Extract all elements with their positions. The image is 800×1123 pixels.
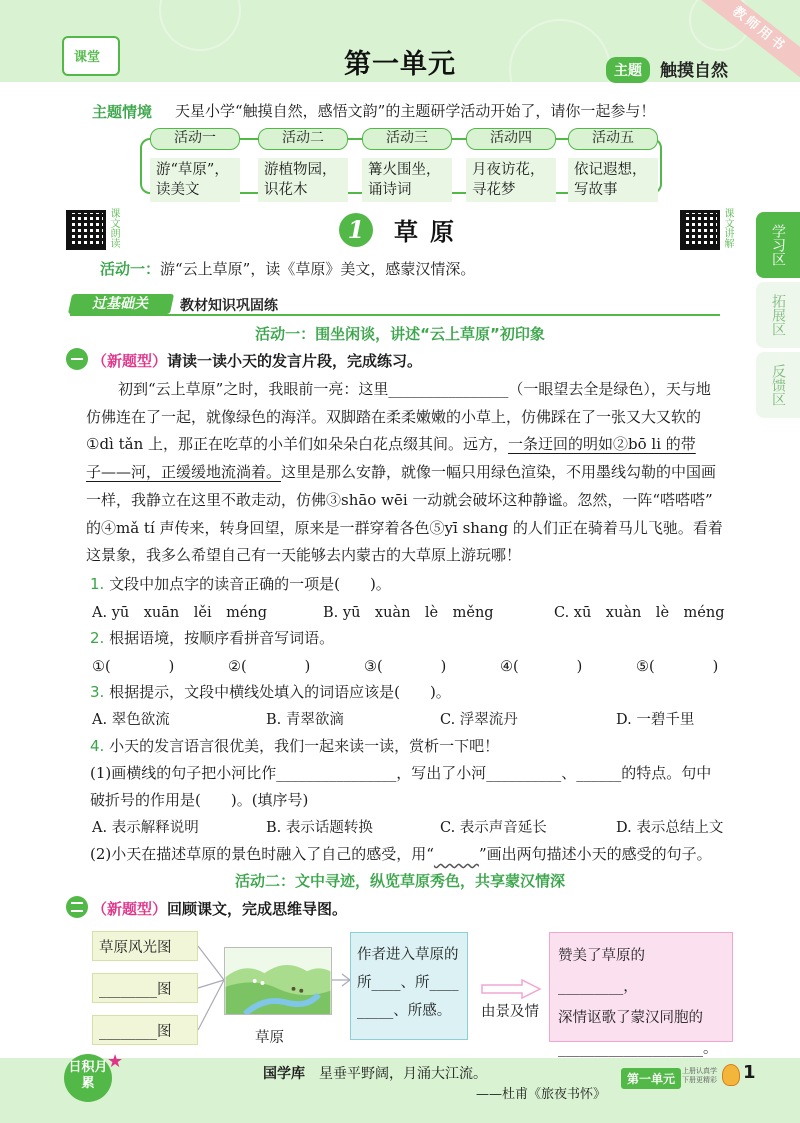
right-arrow-icon xyxy=(480,979,542,999)
q1-item-4-sub1: (1)画横线的句子把小河比作________________，写出了小河__________、______的特点。句中 xyxy=(90,764,712,782)
theme-name: 触摸自然 xyxy=(660,61,728,81)
activity-card: 活动二 游植物园， 识花木 xyxy=(258,128,348,202)
activity-card: 活动五 依记遐想， 写故事 xyxy=(568,128,658,202)
pinyin-blank[interactable]: ①( ) xyxy=(92,659,175,675)
star-icon: ★ xyxy=(107,1051,124,1072)
q1-item-4: 4. 小天的发言语言很优美，我们一起来读一读，赏析一下吧！ xyxy=(90,737,500,755)
pinyin-blank[interactable]: ②( ) xyxy=(228,659,311,675)
qr-code-reading[interactable] xyxy=(66,210,106,250)
activity-card: 活动一 游“草原”， 读美文 xyxy=(150,128,240,202)
footer-quote-author: ——杜甫《旅夜书怀》 xyxy=(476,1087,607,1102)
scene-text: 天星小学“触摸自然，感悟文韵”的主题研学活动开始了，请你一起参与！ xyxy=(175,102,656,120)
pinyin-blank[interactable]: ④( ) xyxy=(500,659,583,675)
mindmap-box-scenery: 草原风光图 xyxy=(92,931,198,961)
pinyin-blank[interactable]: ⑤( ) xyxy=(636,659,719,675)
daily-accumulation-badge: 日积月累 xyxy=(64,1054,112,1102)
brand-logo: 课堂 xyxy=(62,36,120,76)
q1-item-1-option-c[interactable]: C. xū xuàn lè méng xyxy=(554,605,725,621)
q1-item-4-sub1-cont: 破折号的作用是( )。(填序号) xyxy=(90,791,309,809)
q1-item-3: 3. 根据提示，文段中横线处填入的词语应该是( )。 xyxy=(90,683,451,701)
q1-item-4-option-a[interactable]: A. 表示解释说明 xyxy=(92,820,199,836)
question-two-icon xyxy=(66,896,88,918)
question-one-icon xyxy=(66,348,88,370)
q1-item-3-option-b[interactable]: B. 青翠欲滴 xyxy=(266,712,344,728)
scene-label: 主题情境 xyxy=(92,103,153,121)
q1-item-1-option-b[interactable]: B. yū xuàn lè měng xyxy=(323,605,494,621)
teacher-edition-ribbon: 教师用书 xyxy=(693,0,800,86)
mindmap-box-blank[interactable]: ________图 xyxy=(92,1015,198,1045)
mascot-icon xyxy=(722,1064,740,1086)
mindmap-praise-box[interactable]: 赞美了草原的_________， 深情讴歌了蒙汉同胞的 ____________________。 xyxy=(549,932,733,1042)
footer-mini-text: 上册认真学 下册更精彩 xyxy=(682,1067,717,1084)
tab-study-zone[interactable]: 学习区 xyxy=(756,212,800,278)
lesson-activity-intro: 活动一：游“云上草原”，读《草原》美文，感蒙汉情深。 xyxy=(100,260,476,278)
picture-caption: 草原 xyxy=(255,1030,284,1046)
mindmap-box-blank[interactable]: ________图 xyxy=(92,973,198,1003)
q1-item-1: 1. 文段中加点字的读音正确的一项是( )。 xyxy=(90,575,391,593)
theme-tag: 主题 xyxy=(606,57,650,83)
q1-item-3-option-c[interactable]: C. 浮翠流丹 xyxy=(440,712,518,728)
question-one-title: （新题型）请读一读小天的发言片段，完成练习。 xyxy=(92,352,423,370)
q1-item-4-option-b[interactable]: B. 表示话题转换 xyxy=(266,820,373,836)
part1-heading: 活动一：围坐闲谈，讲述“云上草原”初印象 xyxy=(255,325,545,343)
unit-title: 第一单元 xyxy=(344,49,456,80)
side-tabs xyxy=(756,212,800,422)
footer-unit-tag: 第一单元 xyxy=(621,1068,681,1089)
section-badge: 过基础关 xyxy=(68,294,174,314)
q1-item-3-option-d[interactable]: D. 一碧千里 xyxy=(616,712,695,728)
question-two-title: （新题型）回顾课文，完成思维导图。 xyxy=(92,900,348,918)
page-number: 1 xyxy=(743,1062,756,1083)
q1-item-2: 2. 根据语境，按顺序看拼音写词语。 xyxy=(90,629,335,647)
activity-card: 活动四 月夜访花， 寻花梦 xyxy=(466,128,556,202)
tab-feedback-zone[interactable]: 反馈区 xyxy=(756,352,800,418)
lesson-number: 1 xyxy=(339,213,373,247)
speech-passage: 初到“云上草原”之时，我眼前一亮：这里________________（一眼望去全是绿色），天与地 仿佛连在了一起，就像绿色的海洋。双脚踏在柔柔嫩嫩的小草上，仿佛踩在了一张又大又软的 ①dì tǎn 上，那正在吃草的小羊们如朵朵白花点缀其间。远方，一条迂回的明如②bō li 的带 子——河，正缓缓地流淌着。这里是那么安静，就像一幅只用绿色渲染，不用墨线勾勒的中国画 一样，我静立在这里不敢走动，仿佛③shāo wēi 一动就会破坏这种静谧。忽然，一阵“嗒嗒嗒” 的④mǎ tí 声传来，转身回望，原来是一群穿着各色⑤yī shang 的人们正在骑着马儿飞驰。看着 这景象，我多么希望自己有一天能够去内蒙古的大草原上游玩哪！ xyxy=(86,380,723,565)
qr-code-lecture[interactable] xyxy=(680,210,720,250)
mindmap-author-box[interactable]: 作者进入草原的 所____、所____ _____、所感。 xyxy=(350,932,468,1040)
qr-note-reading: 课文朗读 xyxy=(108,208,119,248)
activity-card: 活动三 篝火围坐， 诵诗词 xyxy=(362,128,452,202)
grassland-picture xyxy=(224,947,332,1015)
footer-quote: 国学库 星垂平野阔，月涌大江流。 xyxy=(263,1066,487,1082)
q1-item-4-sub2: (2)小天在描述草原的景色时融入了自己的感受，用“ ”画出两句描述小天的感受的句子。 xyxy=(90,845,712,863)
q1-item-1-option-a[interactable]: A. yū xuān lěi méng xyxy=(92,605,268,621)
tab-extension-zone[interactable]: 拓展区 xyxy=(756,282,800,348)
q1-item-3-option-a[interactable]: A. 翠色欲流 xyxy=(92,712,170,728)
q1-item-4-option-d[interactable]: D. 表示总结上文 xyxy=(616,820,724,836)
part2-heading: 活动二：文中寻迹，纵览草原秀色，共享蒙汉情深 xyxy=(234,872,565,890)
arrow-label: 由景及情 xyxy=(481,1004,539,1020)
pinyin-blank[interactable]: ③( ) xyxy=(364,659,447,675)
q1-item-4-option-c[interactable]: C. 表示声音延长 xyxy=(440,820,547,836)
qr-note-lecture: 课文讲解 xyxy=(722,208,733,248)
section-subtitle: 教材知识巩固练 xyxy=(180,298,278,314)
lesson-title: 草原 xyxy=(394,218,466,246)
section-divider xyxy=(70,314,720,316)
